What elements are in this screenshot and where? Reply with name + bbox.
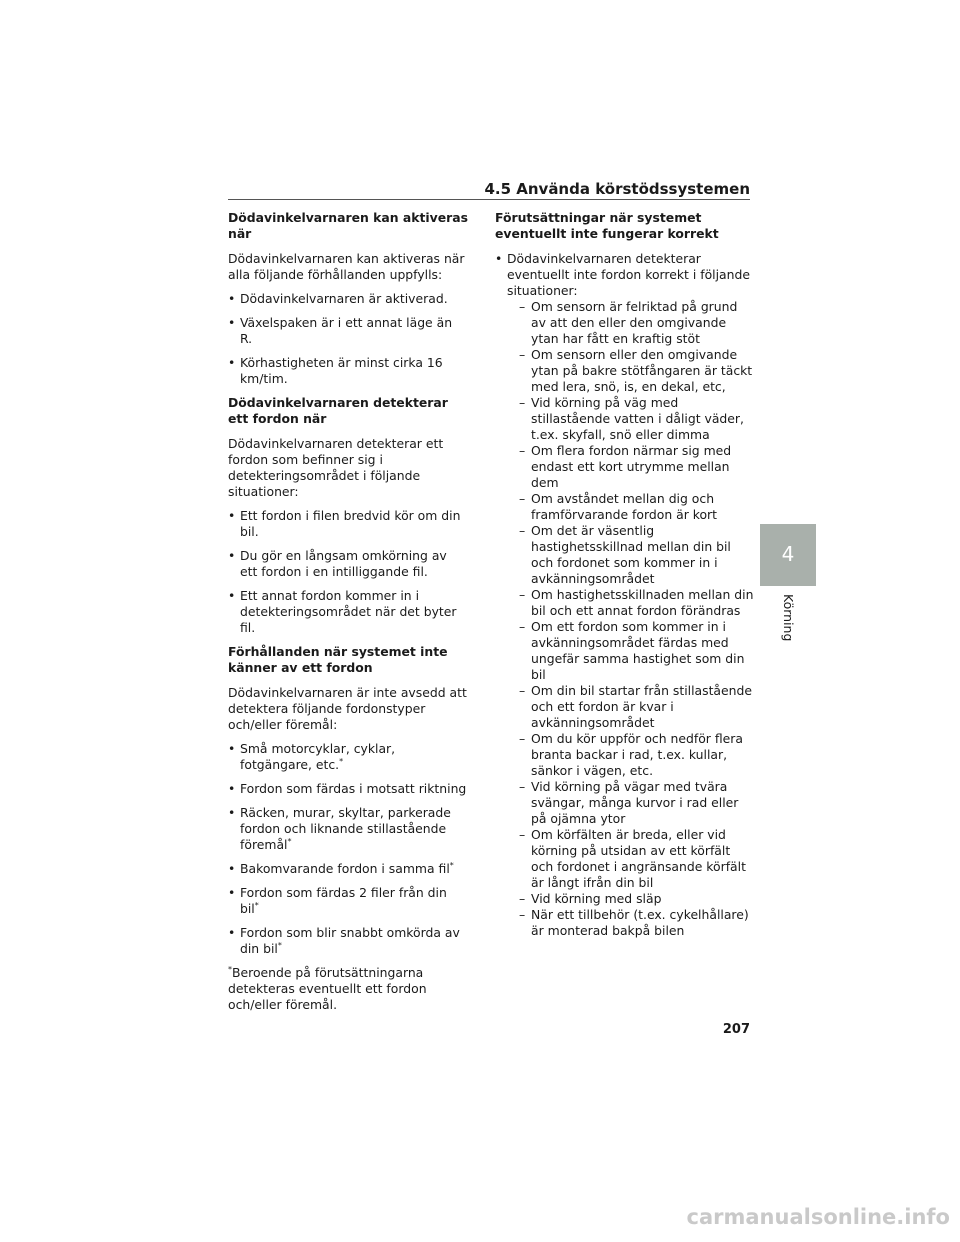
- paragraph-activation: Dödavinkelvarnaren kan aktiveras när alla följande förhållanden uppfylls:: [228, 251, 465, 282]
- footnote-marker: *: [254, 900, 259, 910]
- chapter-number: 4: [781, 542, 795, 566]
- footnote-marker: *: [287, 836, 292, 846]
- paragraph-detection: Dödavinkelvarnaren detekterar ett fordon som befinner sig i detekteringsområdet i följande situationer:: [228, 436, 444, 499]
- right-column: [495, 210, 755, 947]
- list-item: [228, 741, 468, 773]
- chapter-tab: [760, 524, 816, 586]
- footnote-marker: *: [449, 860, 454, 870]
- list-item: • Du gör en långsam omkörning av ett fordon i en intilliggande fil.: [228, 548, 468, 580]
- list-item: • Dödavinkelvarnaren är aktiverad.: [228, 291, 468, 307]
- list-item: – Om flera fordon närmar sig med endast ett kort utrymme mellan dem: [519, 443, 755, 491]
- list-item: – Om din bil startar från stillastående och ett fordon är kvar i avkänningsområdet: [519, 683, 755, 731]
- paragraph-no-detection: Dödavinkelvarnaren är inte avsedd att detektera följande fordonstyper och/eller föremål:: [228, 685, 467, 732]
- list-item: • Körhastigheten är minst cirka 16 km/tim.: [228, 355, 468, 387]
- list-item: [228, 885, 468, 917]
- list-item: • Dödavinkelvarnaren detekterar eventuellt inte fordon korrekt i följande situationer:: [495, 251, 755, 299]
- heading-detection: Dödavinkelvarnaren detekterar ett fordon när: [228, 395, 448, 426]
- footnote-marker: *: [277, 940, 282, 950]
- list-item-text: Små motorcyklar, cyklar, fotgängare, etc.: [240, 741, 396, 772]
- page-number: 207: [722, 1022, 750, 1037]
- list-item: • Ett annat fordon kommer in i detekteringsområdet när det byter fil.: [228, 588, 468, 636]
- chapter-label: Körning: [781, 594, 796, 642]
- list-item: – Om körfälten är breda, eller vid körning på utsidan av ett körfält och fordonet i angränsande körfält är långt ifrån din bil: [519, 827, 755, 891]
- list-item: – Om ett fordon som kommer in i avkänningsområdet färdas med ungefär samma hastighet som din bil: [519, 619, 755, 683]
- list-item-text: Fordon som blir snabbt omkörda av din bil: [240, 925, 460, 956]
- footnote-marker: *: [339, 756, 344, 766]
- watermark: carmanualsonline.info: [686, 1205, 950, 1229]
- list-item: – Vid körning med släp: [519, 891, 755, 907]
- list-item-text: Räcken, murar, skyltar, parkerade fordon och liknande stillastående föremål: [240, 805, 451, 852]
- list-item: – Om avståndet mellan dig och framförvarande fordon är kort: [519, 491, 755, 523]
- list-item: [228, 805, 468, 853]
- list-item: – Vid körning på vägar med tvära svängar, många kurvor i rad eller på ojämna ytor: [519, 779, 755, 827]
- list-item-text: Bakomvarande fordon i samma fil: [240, 861, 450, 876]
- footnote: [228, 965, 468, 1013]
- list-item: • Växelspaken är i ett annat läge än R.: [228, 315, 468, 347]
- list-item: – Om sensorn är felriktad på grund av att den eller den omgivande ytan har fått en kraftig stöt: [519, 299, 755, 347]
- list-item: – Om du kör uppför och nedför flera branta backar i rad, t.ex. kullar, sänkor i vägen, etc.: [519, 731, 755, 779]
- list-item: • Fordon som färdas i motsatt riktning: [228, 781, 468, 797]
- list-item: – Om sensorn eller den omgivande ytan på bakre stötfångaren är täckt med lera, snö, is, en dekal, etc,: [519, 347, 755, 395]
- list-item: • Ett fordon i filen bredvid kör om din bil.: [228, 508, 468, 540]
- situation-list: [519, 299, 755, 939]
- footnote-marker: *: [228, 964, 232, 974]
- list-item-text: Fordon som färdas 2 filer från din bil: [240, 885, 447, 916]
- section-title: 4.5 Använda körstödssystemen: [484, 180, 750, 198]
- list-item: – Om det är väsentlig hastighetsskillnad mellan din bil och fordonet som kommer in i avkänningsområdet: [519, 523, 755, 587]
- list-item: – Vid körning på väg med stillastående vatten i dåligt väder, t.ex. skyfall, snö eller dimma: [519, 395, 755, 443]
- heading-activation: Dödavinkelvarnaren kan aktiveras när: [228, 210, 468, 241]
- left-column: [228, 210, 468, 1013]
- header-divider: [228, 199, 750, 200]
- list-item: – När ett tillbehör (t.ex. cykelhållare) är monterad bakpå bilen: [519, 907, 755, 939]
- footnote-text: Beroende på förutsättningarna detekteras eventuellt ett fordon och/eller föremål.: [228, 965, 427, 1012]
- list-item: [228, 925, 468, 957]
- list-item: [228, 861, 468, 877]
- list-item: – Om hastighetsskillnaden mellan din bil och ett annat fordon förändras: [519, 587, 755, 619]
- heading-limitations: Förutsättningar när systemet eventuellt inte fungerar korrekt: [495, 210, 719, 241]
- heading-no-detection: Förhållanden när systemet inte känner av ett fordon: [228, 644, 448, 675]
